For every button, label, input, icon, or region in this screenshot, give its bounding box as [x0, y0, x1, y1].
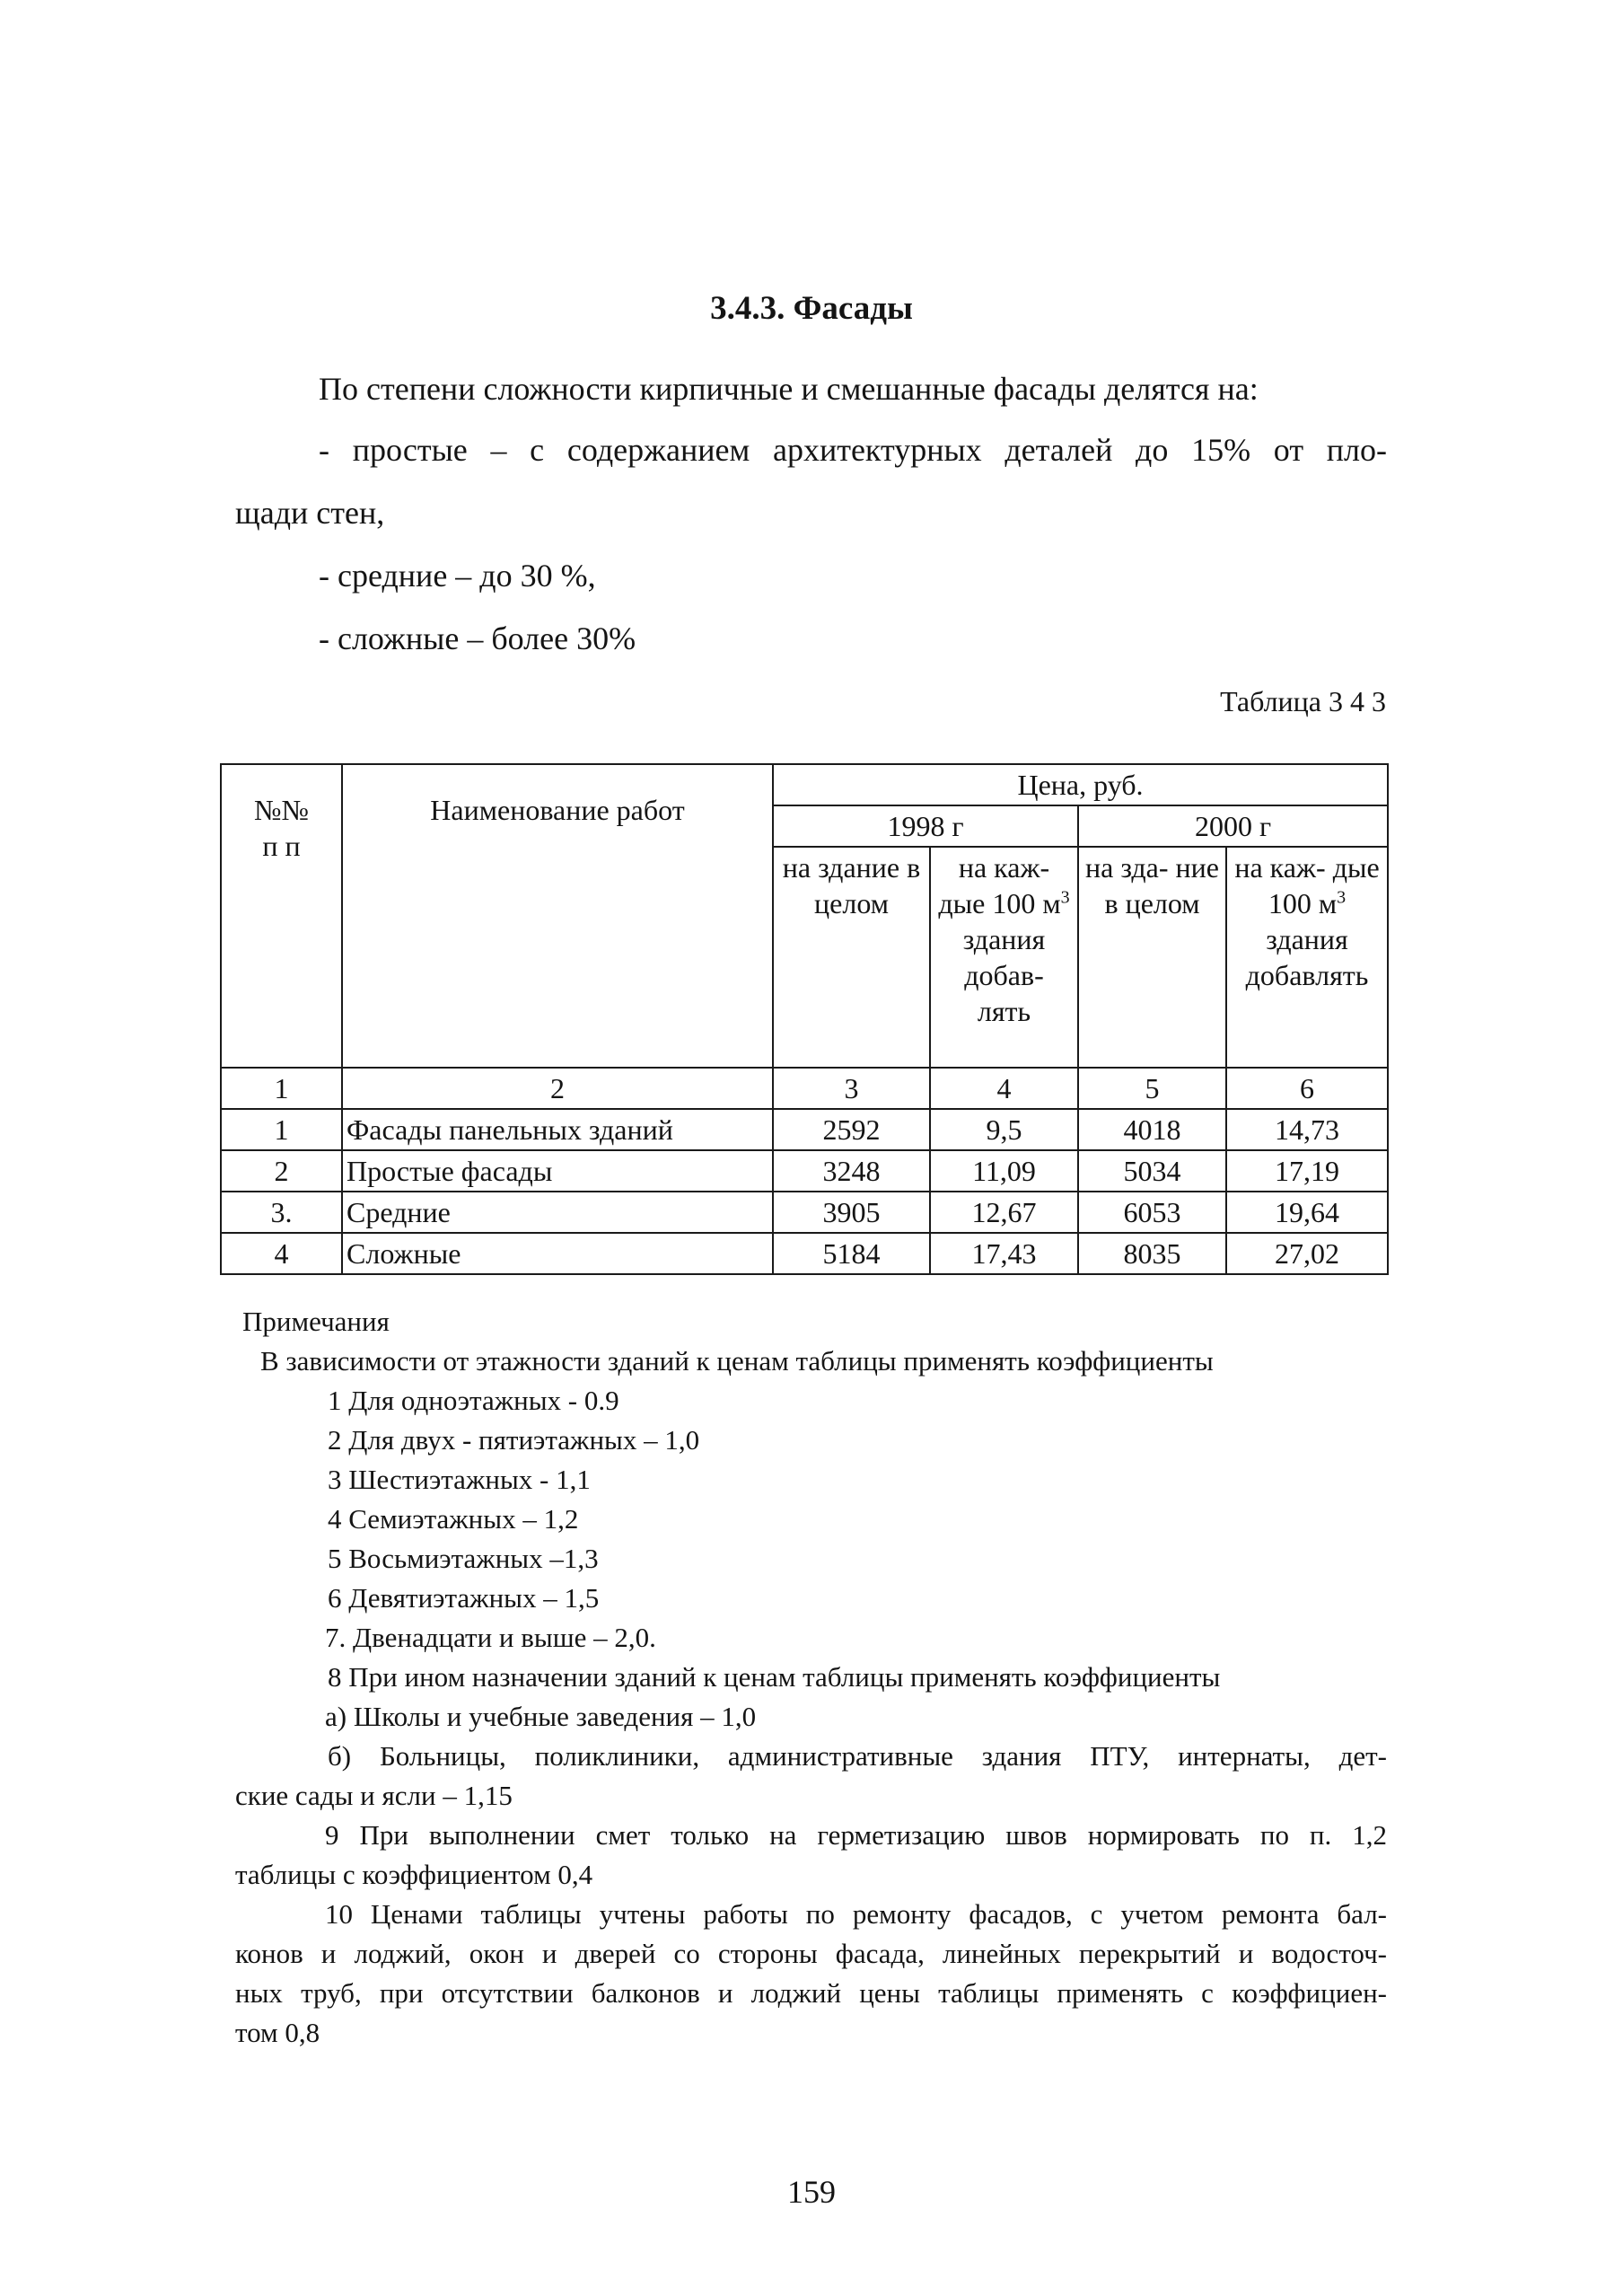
price-1998-per100: 9,5 [930, 1109, 1078, 1150]
sub-header-per100-1998 [930, 847, 1078, 1068]
col-number: 3 [773, 1068, 930, 1109]
table-row [221, 1109, 1388, 1150]
row-number: 2 [221, 1150, 342, 1192]
note-9-continuation: таблицы с коэффициентом 0,4 [235, 1859, 593, 1890]
note-item: 6 Девятиэтажных – 1,5 [328, 1582, 600, 1614]
intro-line: По степени сложности кирпичные и смешанные фасады делятся на: [319, 371, 1259, 407]
note-item: 2 Для двух - пятиэтажных – 1,0 [328, 1424, 700, 1456]
row-name: Сложные [342, 1233, 773, 1274]
note-10-continuation: том 0,8 [235, 2017, 320, 2048]
price-1998-per100: 17,43 [930, 1233, 1078, 1274]
sub-header-per100-2000-text: на каж- дые 100 м [1234, 851, 1380, 919]
superscript-3: 3 [1060, 887, 1070, 908]
year-2000-header: 2000 г [1078, 805, 1388, 847]
row-name: Простые фасады [342, 1150, 773, 1192]
price-2000-whole: 5034 [1078, 1150, 1226, 1192]
sub-header-per100-1998-text: на каж- дые 100 м [938, 851, 1061, 919]
sub-header-per100-1998-tail: здания добав- лять [962, 923, 1046, 1027]
price-1998-whole: 2592 [773, 1109, 930, 1150]
table-row [221, 1233, 1388, 1274]
sub-header-whole-2000: на зда- ние в целом [1078, 847, 1226, 1068]
price-2000-per100: 17,19 [1226, 1150, 1388, 1192]
note-10-line: ных труб, при отсутствии балконов и лоджий цены таблицы применять с коэффициен- [235, 1977, 1387, 2009]
price-1998-per100: 11,09 [930, 1150, 1078, 1192]
col-number: 1 [221, 1068, 342, 1109]
price-2000-whole: 8035 [1078, 1233, 1226, 1274]
row-name: Фасады панельных зданий [342, 1109, 773, 1150]
col-number: 6 [1226, 1068, 1388, 1109]
note-item: 8 При ином назначении зданий к ценам таблицы применять коэффициенты [328, 1661, 1221, 1693]
row-name: Средние [342, 1192, 773, 1233]
page-number: 159 [787, 2174, 836, 2210]
col-number: 2 [342, 1068, 773, 1109]
note-b-line: б) Больницы, поликлиники, административные здания ПТУ, интернаты, дет- [328, 1740, 1387, 1772]
price-1998-whole: 3248 [773, 1150, 930, 1192]
intro-simple-continuation: щади стен, [235, 495, 385, 531]
price-table [220, 763, 1389, 1275]
note-item: 7. Двенадцати и выше – 2,0. [325, 1622, 656, 1653]
superscript-3: 3 [1337, 887, 1347, 908]
intro-simple-line: - простые – с содержанием архитектурных деталей до 15% от пло- [319, 432, 1387, 468]
intro-medium-line: - средние – до 30 %, [319, 558, 596, 594]
col-number: 4 [930, 1068, 1078, 1109]
price-2000-whole: 6053 [1078, 1192, 1226, 1233]
note-item: 1 Для одноэтажных - 0.9 [328, 1385, 619, 1416]
table-row [221, 1150, 1388, 1192]
note-item: 3 Шестиэтажных - 1,1 [328, 1464, 591, 1495]
sub-header-per100-2000-tail: здания добавлять [1245, 923, 1369, 991]
sub-header-per100-2000 [1226, 847, 1388, 1068]
row-number: 1 [221, 1109, 342, 1150]
price-1998-whole: 5184 [773, 1233, 930, 1274]
col-num-label: №№ [253, 794, 310, 826]
price-header: Цена, руб. [773, 764, 1388, 805]
section-heading: 3.4.3. Фасады [710, 290, 913, 327]
row-number: 3. [221, 1192, 342, 1233]
row-number: 4 [221, 1233, 342, 1274]
table-caption: Таблица 3 4 3 [1220, 685, 1386, 717]
table-row [221, 1192, 1388, 1233]
note-item: 5 Восьмиэтажных –1,3 [328, 1543, 599, 1574]
note-item: 4 Семиэтажных – 1,2 [328, 1503, 579, 1535]
year-1998-header: 1998 г [773, 805, 1078, 847]
col-number: 5 [1078, 1068, 1226, 1109]
price-2000-per100: 19,64 [1226, 1192, 1388, 1233]
note-10-line: конов и лоджий, окон и дверей со стороны фасада, линейных перекрытий и водосточ- [235, 1938, 1387, 1969]
price-2000-per100: 27,02 [1226, 1233, 1388, 1274]
intro-complex-line: - сложные – более 30% [319, 620, 636, 656]
price-1998-per100: 12,67 [930, 1192, 1078, 1233]
price-2000-per100: 14,73 [1226, 1109, 1388, 1150]
note-b-continuation: ские сады и ясли – 1,15 [235, 1780, 513, 1811]
note-9-line: 9 При выполнении смет только на герметизацию швов нормировать по п. 1,2 [325, 1819, 1387, 1851]
col-name-header: Наименование работ [342, 764, 773, 1068]
col-num-header [221, 764, 342, 1068]
price-2000-whole: 4018 [1078, 1109, 1226, 1150]
notes-intro: В зависимости от этажности зданий к ценам таблицы применять коэффициенты [260, 1345, 1214, 1377]
price-1998-whole: 3905 [773, 1192, 930, 1233]
notes-title: Примечания [242, 1306, 390, 1337]
note-10-line: 10 Ценами таблицы учтены работы по ремонту фасадов, с учетом ремонта бал- [325, 1898, 1387, 1930]
note-item: а) Школы и учебные заведения – 1,0 [325, 1701, 757, 1732]
sub-header-whole-1998: на здание в целом [773, 847, 930, 1068]
col-num-sublabel: п п [262, 830, 301, 862]
